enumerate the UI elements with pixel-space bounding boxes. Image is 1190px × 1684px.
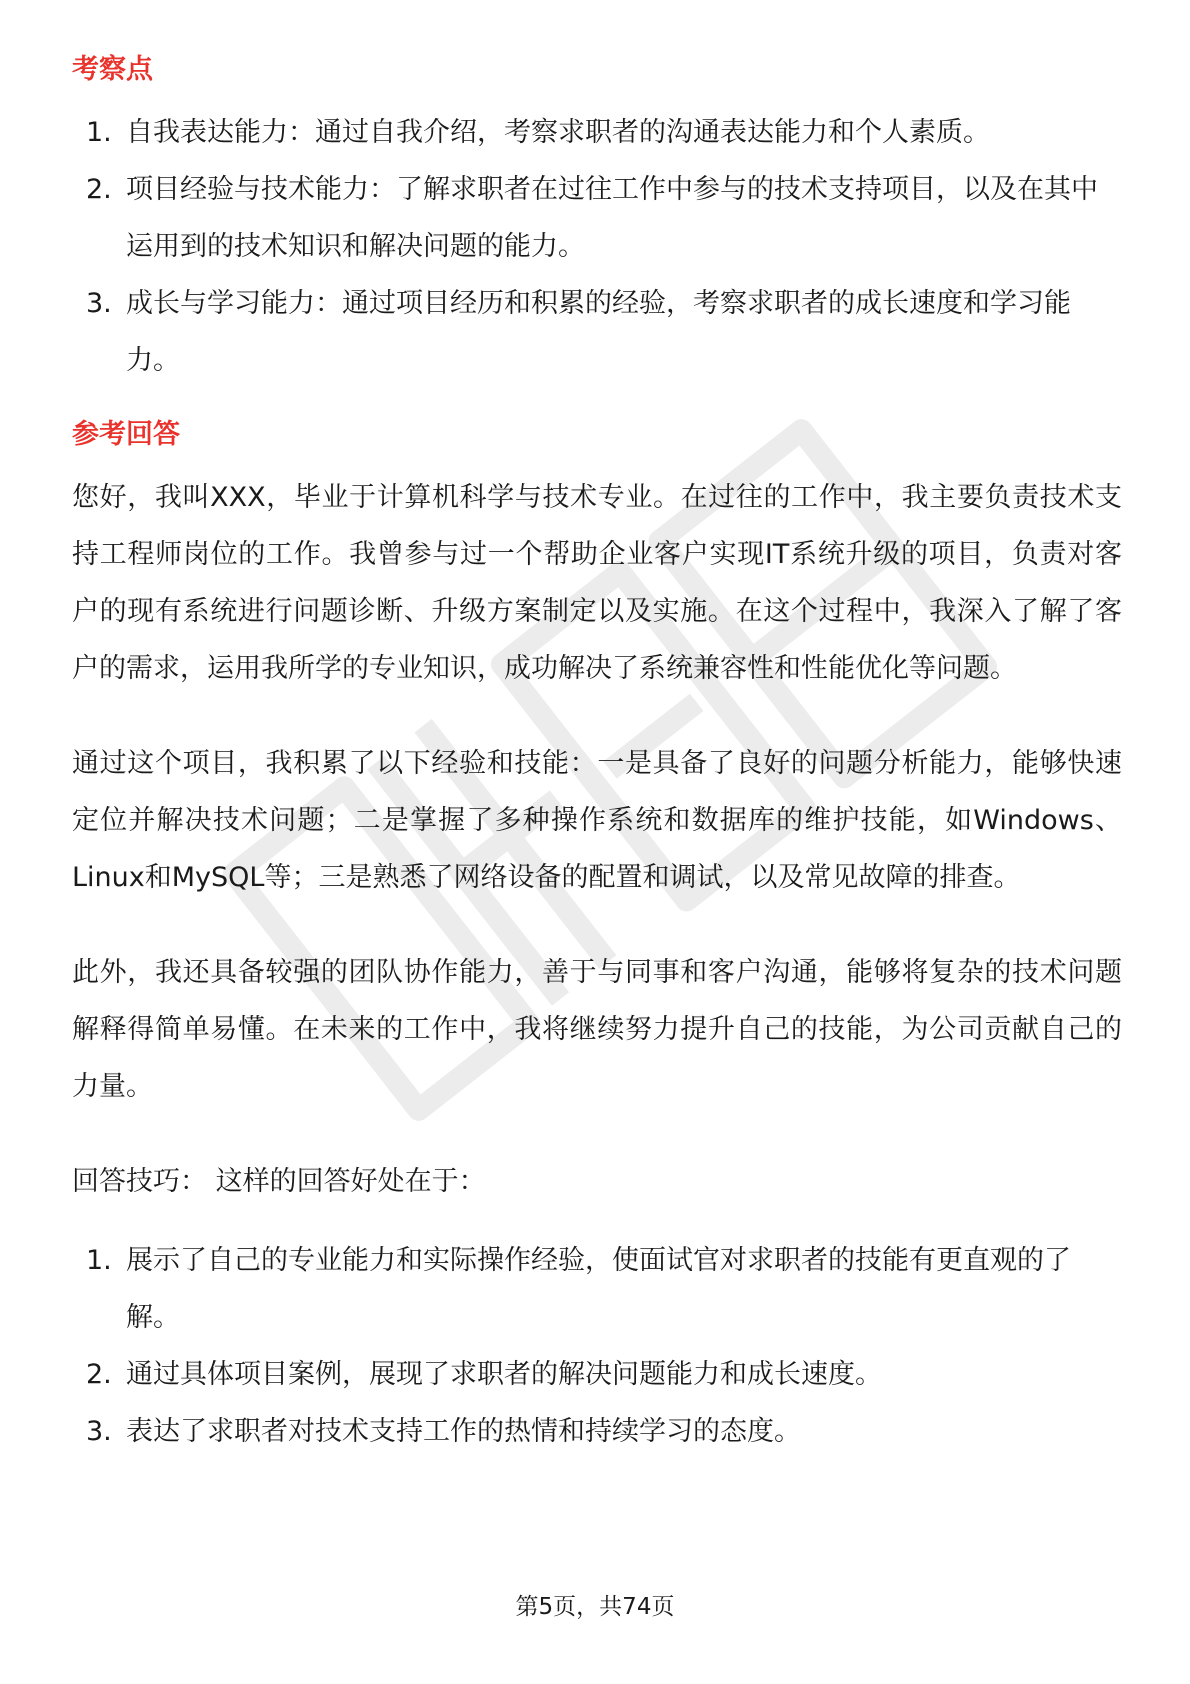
list-item-number: 1. bbox=[86, 117, 112, 148]
exam-points-heading: 考察点 bbox=[72, 54, 153, 85]
content-area bbox=[72, 44, 1122, 1460]
list-item-number: 3. bbox=[86, 288, 112, 319]
exam-points-list bbox=[72, 104, 1122, 389]
reference-answer-heading: 参考回答 bbox=[72, 419, 180, 450]
list-item bbox=[72, 1232, 1122, 1346]
answer-paragraph: 您好，我叫XXX，毕业于计算机科学与技术专业。在过往的工作中，我主要负责技术支持工程师岗位的工作。我曾参与过一个帮助企业客户实现IT系统升级的项目，负责对客户的现有系统进行问题诊断、升级方案制定以及实施。在这个过程中，我深入了解了客户的需求，运用我所学的专业知识，成功解决了系统兼容性和性能优化等问题。 bbox=[72, 482, 1122, 684]
list-item bbox=[72, 1403, 1122, 1460]
answer-paragraph: 通过这个项目，我积累了以下经验和技能：一是具备了良好的问题分析能力，能够快速定位并解决技术问题；二是掌握了多种操作系统和数据库的维护技能，如Windows、Linux和MySQL等；三是熟悉了网络设备的配置和调试，以及常见故障的排查。 bbox=[72, 748, 1122, 893]
list-item-text: 表达了求职者对技术支持工作的热情和持续学习的态度。 bbox=[126, 1416, 801, 1447]
list-item-text: 自我表达能力：通过自我介绍，考察求职者的沟通表达能力和个人素质。 bbox=[126, 117, 990, 148]
answer-paragraph: 此外，我还具备较强的团队协作能力，善于与同事和客户沟通，能够将复杂的技术问题解释得简单易懂。在未来的工作中，我将继续努力提升自己的技能，为公司贡献自己的力量。 bbox=[72, 957, 1122, 1102]
list-item-number: 2. bbox=[86, 174, 112, 205]
list-item bbox=[72, 161, 1122, 275]
list-item-number: 1. bbox=[86, 1245, 112, 1276]
list-item-text: 展示了自己的专业能力和实际操作经验，使面试官对求职者的技能有更直观的了解。 bbox=[126, 1245, 1071, 1333]
list-item-text: 成长与学习能力：通过项目经历和积累的经验，考察求职者的成长速度和学习能力。 bbox=[126, 288, 1071, 376]
list-item-text: 通过具体项目案例，展现了求职者的解决问题能力和成长速度。 bbox=[126, 1359, 882, 1390]
list-item bbox=[72, 1346, 1122, 1403]
list-item-number: 2. bbox=[86, 1359, 112, 1390]
list-item bbox=[72, 104, 1122, 161]
list-item bbox=[72, 275, 1122, 389]
list-item-text: 项目经验与技术能力：了解求职者在过往工作中参与的技术支持项目，以及在其中运用到的技术知识和解决问题的能力。 bbox=[126, 174, 1098, 262]
answer-tips-list bbox=[72, 1232, 1122, 1460]
list-item-number: 3. bbox=[86, 1416, 112, 1447]
page-number-footer: 第5页，共74页 bbox=[515, 1594, 675, 1620]
answer-tips-intro: 回答技巧： 这样的回答好处在于： bbox=[72, 1166, 486, 1197]
